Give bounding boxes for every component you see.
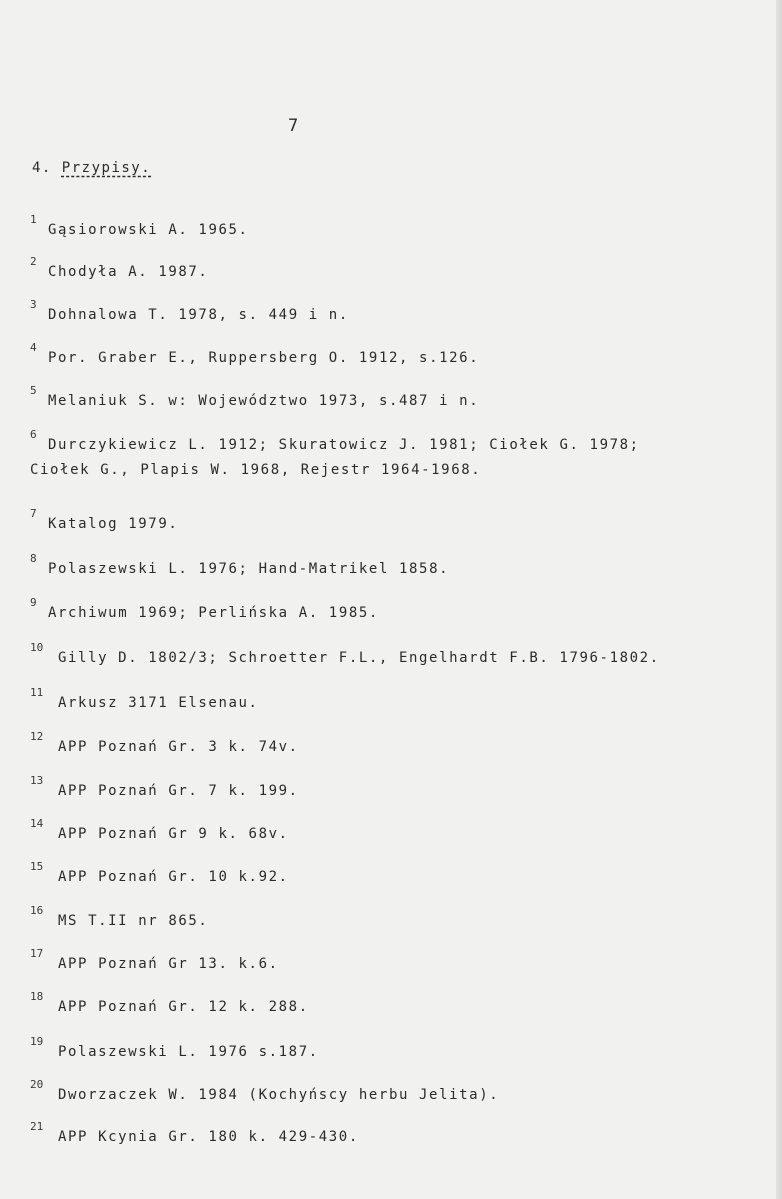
note-16 (0, 904, 760, 948)
note-number: 17 (30, 947, 44, 960)
page-number: 7 (288, 116, 300, 136)
note-number: 4 (30, 341, 37, 354)
note-text: Dworzaczek W. 1984 (Kochyńscy herbu Jelita). (58, 1087, 500, 1103)
note-number: 16 (30, 904, 44, 917)
note-19 (0, 1035, 760, 1079)
note-8 (0, 552, 760, 596)
note-text: Archiwum 1969; Perlińska A. 1985. (48, 605, 379, 621)
note-text: Por. Graber E., Ruppersberg O. 1912, s.126. (48, 350, 480, 366)
note-text: APP Poznań Gr. 3 k. 74v. (58, 739, 299, 755)
note-text: Katalog 1979. (48, 516, 179, 532)
note-text: Melaniuk S. w: Województwo 1973, s.487 i n. (48, 393, 480, 409)
note-text: APP Poznań Gr. 7 k. 199. (58, 783, 299, 799)
note-1 (0, 213, 760, 257)
note-4 (0, 341, 760, 385)
note-number: 3 (30, 298, 37, 311)
note-7 (0, 507, 760, 551)
note-number: 12 (30, 730, 44, 743)
note-number: 18 (30, 990, 44, 1003)
note-6 (0, 428, 760, 496)
note-number: 10 (30, 641, 44, 654)
note-number: 21 (30, 1120, 44, 1133)
note-number: 8 (30, 552, 37, 565)
note-number: 14 (30, 817, 44, 830)
note-text: Gilly D. 1802/3; Schroetter F.L., Engelhardt F.B. 1796-1802. (58, 650, 660, 666)
note-11 (0, 686, 760, 730)
section-heading-title: Przypisy. (61, 160, 152, 176)
page-edge (776, 0, 782, 1199)
note-text: MS T.II nr 865. (58, 913, 209, 929)
note-15 (0, 860, 760, 904)
note-number: 19 (30, 1035, 44, 1048)
section-heading (32, 160, 151, 176)
note-text: Polaszewski L. 1976 s.187. (58, 1044, 319, 1060)
note-number: 9 (30, 596, 37, 609)
note-text: Gąsiorowski A. 1965. (48, 222, 249, 238)
note-number: 2 (30, 255, 37, 268)
note-3 (0, 298, 760, 342)
note-number: 15 (30, 860, 44, 873)
note-2 (0, 255, 760, 299)
note-text: APP Kcynia Gr. 180 k. 429-430. (58, 1129, 359, 1145)
note-10 (0, 641, 760, 685)
note-text: APP Poznań Gr. 12 k. 288. (58, 999, 309, 1015)
note-text: Dohnalowa T. 1978, s. 449 i n. (48, 307, 349, 323)
note-text: Polaszewski L. 1976; Hand-Matrikel 1858. (48, 561, 450, 577)
note-text: APP Poznań Gr 13. k.6. (58, 956, 279, 972)
note-number: 11 (30, 686, 44, 699)
note-number: 1 (30, 213, 37, 226)
note-20 (0, 1078, 760, 1122)
section-heading-number: 4. (32, 160, 52, 176)
note-text-continuation: Ciołek G., Plapis W. 1968, Rejestr 1964-1968. (30, 462, 482, 478)
note-text: APP Poznań Gr. 10 k.92. (58, 869, 289, 885)
note-text: Arkusz 3171 Elsenau. (58, 695, 259, 711)
note-number: 6 (30, 428, 37, 441)
note-5 (0, 384, 760, 428)
note-number: 7 (30, 507, 37, 520)
note-text: APP Poznań Gr 9 k. 68v. (58, 826, 289, 842)
note-21 (0, 1120, 760, 1164)
note-number: 13 (30, 774, 44, 787)
note-17 (0, 947, 760, 991)
note-number: 5 (30, 384, 37, 397)
note-12 (0, 730, 760, 774)
note-9 (0, 596, 760, 640)
note-18 (0, 990, 760, 1034)
note-text: Durczykiewicz L. 1912; Skuratowicz J. 1981; Ciołek G. 1978; (48, 437, 640, 453)
note-number: 20 (30, 1078, 44, 1091)
note-14 (0, 817, 760, 861)
note-13 (0, 774, 760, 818)
note-text: Chodyła A. 1987. (48, 264, 209, 280)
